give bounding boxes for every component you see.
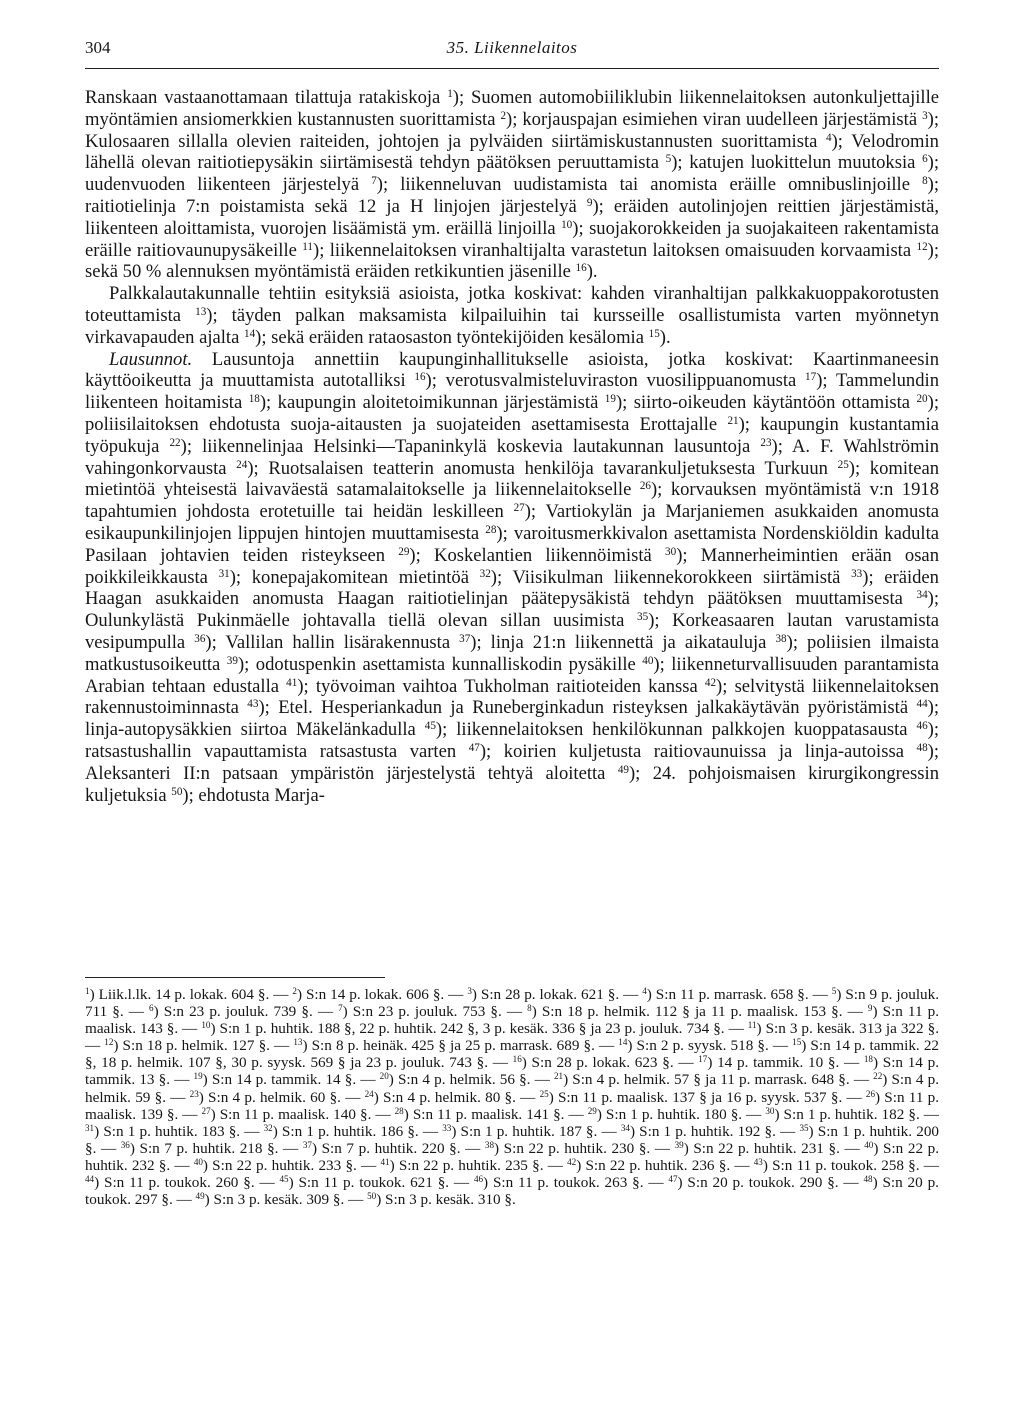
page-number: 304 (85, 38, 111, 57)
header-rule (85, 68, 939, 69)
footnote-rule (85, 977, 385, 978)
body-text: Ranskaan vastaanottamaan tilattuja ratakiskoja $^1$); Suomen automobiiliklubin liikennelaitoksen autonkuljettajille myöntämien ansiomerkkien kustannusten suorittamista $^2$); korjauspajan esimiehen viran uudelleen järjestämistä $^3$); Kulosaaren sillalla olevien raiteiden, johtojen ja pylväiden siirtämiskustannusten suorittamista $^4$); Velodromin lähellä olevan raitiotiepysäkin siirtämisestä tehdyn päätöksen peruuttamista $^5$); katujen luokittelun muutoksia $^6$); uudenvuoden liikenteen järjestelyä $^7$); liikenneluvan uudistamista tai anomista eräille omnibuslinjoille $^8$); raitiotielinja 7:n poistamista sekä 12 ja H linjojen järjestelyä $^9$); eräiden autolinjojen reittien järjestämistä, liikenteen aloittamista, vuorojen lisäämistä ym. eräillä linjoilla $^{10}$); suojakorokkeiden ja suojakaiteen rakentamista eräille raitiovaunupysäkeille $^{11}$); liikennelaitoksen viranhaltijalta varastetun laitoksen omaisuuden korvaamista $^{12}$); sekä 50 % alennuksen myöntämistä eräiden retkikuntien jäsenille $^{16}$). Palkkalautakunnalle tehtiin esityksiä asioista, jotka koskivat: kahden viranhaltijan palkkakuoppakorotusten toteuttamista $^{13}$); täyden palkan maksamista kilpailuihin tai kursseille osallistumista varten myönnetyn virkavapauden ajalta $^{14}$); sekä eräiden rataosaston työntekijöiden kesälomia $^{15}$). Lausunnot. Lausuntoja annettiin kaupunginhallitukselle asioista, jotka koskivat: Kaartinmaneesin käyttöoikeutta ja muuttamista autotalliksi $^{16}$); verotusvalmisteluviraston vuosilippuanomusta $^{17}$); Tammelundin liikenteen hoitamista $^{18}$); kaupungin aloitetoimikunnan järjestämistä $^{19}$); siirto-oikeuden käytäntöön ottamista $^{20}$); poliisilaitoksen ehdotusta suoja-aitausten ja suojateiden asettamisesta Erottajalle $^{21}$); kaupungin kustantamia työpukuja $^{22}$); liikennelinjaa Helsinki—Tapaninkylä koskevia lautakunnan lausuntoja $^{23}$); A. F. Wahlströmin vahingonkorvausta $^{24}$); Ruotsalaisen teatterin anomusta henkilöja tavarankuljetuksesta Turkuun $^{25}$); komitean mietintöä yhteisestä laivaväestä satamalaitokselle ja liikennelaitokselle $^{26}$); korvauksen myöntämistä v:n 1918 tapahtumien johdosta erotetuille tai heidän leskilleen $^{27}$); Vartiokylän ja Marjaniemen asukkaiden anomusta esikaupunkilinjojen lippujen hintojen muuttamisesta $^{28}$); varoitusmerkkivalon asettamista Nordenskiöldin kadulta Pasilaan johtavien teiden risteykseen $^{29}$); Koskelantien liikennöimistä $^{30}$); Mannerheimintien erään osan poikkileikkausta $^{31}$); konepajakomitean mietintöä $^{32}$); Viisikulman liikennekorokkeen siirtämistä $^{33}$); eräiden Haagan asukkaiden anomusta Haagan raitiotielinjan päätepysäkistä tehdyn päätöksen muuttamisesta $^{34}$); Oulunkylästä Pukinmäelle johtavalla tiellä olevan sillan uusimista $^{35}$); Korkeasaaren lautan varustamista vesipumpulla $^{36}$); Vallilan hallin lisärakennusta $^{37}$); linja 21:n liikennettä ja aikatauluja $^{38}$); poliisien ilmaista matkustusoikeutta $^{39}$); odotuspenkin asettamista kunnalliskodin pysäkille $^{40}$); liikenneturvallisuuden parantamista Arabian tehtaan edustalla $^{41}$); työvoiman vaihtoa Tukholman raitioteiden kanssa $^{42}$); selvitystä liikennelaitoksen rakennustoiminnasta $^{43}$); Etel. Hesperiankadun ja Runeberginkadun risteyksen jalkakäytävän pyöristämistä $^{44}$); linja-autopysäkkien siirtoa Mäkelänkadulla $^{45}$); liikennelaitoksen henkilökunnan palkkojen kuoppatasausta $^{46}$); ratsastushallin vapauttamista ratsastusta varten $^{47}$); koirien kuljetusta raitiovaunuissa ja linja-autoissa $^{48}$); Aleksanteri II:n patsaan ympäristön järjestelystä tehtyä aloitetta $^{49}$); 24. pohjoismaisen kirurgikongressin kuljetuksia $^{50}$); ehdotusta Marja- (85, 87, 940, 806)
page-header (85, 38, 939, 64)
footnotes: $^1$) Liik.l.lk. 14 p. lokak. 604 §. — $^2$) S:n 14 p. lokak. 606 §. — $^3$) S:n 28 p. lokak. 621 §. — $^4$) S:n 11 p. marrask. 658 §. — $^5$) S:n 9 p. jouluk. 711 §. — $^6$) S:n 23 p. jouluk. 739 §. — $^7$) S:n 23 p. jouluk. 753 §. — $^8$) S:n 18 p. helmik. 112 § ja 11 p. maalisk. 153 §. — $^9$) S:n 11 p. maalisk. 143 §. — $^{10}$) S:n 1 p. huhtik. 188 §, 22 p. huhtik. 242 §, 3 p. kesäk. 336 § ja 23 p. jouluk. 734 §. — $^{11}$) S:n 3 p. kesäk. 313 ja 322 §. — $^{12}$) S:n 18 p. helmik. 127 §. — $^{13}$) S:n 8 p. heinäk. 425 § ja 25 p. marrask. 689 §. — $^{14}$) S:n 2 p. syysk. 518 §. — $^{15}$) S:n 14 p. tammik. 22 §, 18 p. helmik. 107 §, 30 p. syysk. 569 § ja 23 p. jouluk. 743 §. — $^{16}$) S:n 28 p. lokak. 623 §. — $^{17}$) 14 p. tammik. 10 §. — $^{18}$) S:n 14 p. tammik. 13 §. — $^{19}$) S:n 14 p. tammik. 14 §. — $^{20}$) S:n 4 p. helmik. 56 §. — $^{21}$) S:n 4 p. helmik. 57 § ja 11 p. marrask. 648 §. — $^{22}$) S:n 4 p. helmik. 59 §. — $^{23}$) S:n 4 p. helmik. 60 §. — $^{24}$) S:n 4 p. helmik. 80 §. — $^{25}$) S:n 11 p. maalisk. 137 § ja 16 p. syysk. 537 §. — $^{26}$) S:n 11 p. maalisk. 139 §. — $^{27}$) S:n 11 p. maalisk. 140 §. — $^{28}$) S:n 11 p. maalisk. 141 §. — $^{29}$) S:n 1 p. huhtik. 180 §. — $^{30}$) S:n 1 p. huhtik. 182 §. — $^{31}$) S:n 1 p. huhtik. 183 §. — $^{32}$) S:n 1 p. huhtik. 186 §. — $^{33}$) S:n 1 p. huhtik. 187 §. — $^{34}$) S:n 1 p. huhtik. 192 §. — $^{35}$) S:n 1 p. huhtik. 200 §. — $^{36}$) S:n 7 p. huhtik. 218 §. — $^{37}$) S:n 7 p. huhtik. 220 §. — $^{38}$) S:n 22 p. huhtik. 230 §. — $^{39}$) S:n 22 p. huhtik. 231 §. — $^{40}$) S:n 22 p. huhtik. 232 §. — $^{40}$) S:n 22 p. huhtik. 233 §. — $^{41}$) S:n 22 p. huhtik. 235 §. — $^{42}$) S:n 22 p. huhtik. 236 §. — $^{43}$) S:n 11 p. toukok. 258 §. — $^{44}$) S:n 11 p. toukok. 260 §. — $^{45}$) S:n 11 p. toukok. 621 §. — $^{46}$) S:n 11 p. toukok. 263 §. — $^{47}$) S:n 20 p. toukok. 290 §. — $^{48}$) S:n 20 p. toukok. 297 §. — $^{49}$) S:n 3 p. kesäk. 309 §. — $^{50}$) S:n 3 p. kesäk. 310 §. (85, 985, 940, 1209)
running-head: 35. Liikennelaitos (446, 38, 578, 57)
